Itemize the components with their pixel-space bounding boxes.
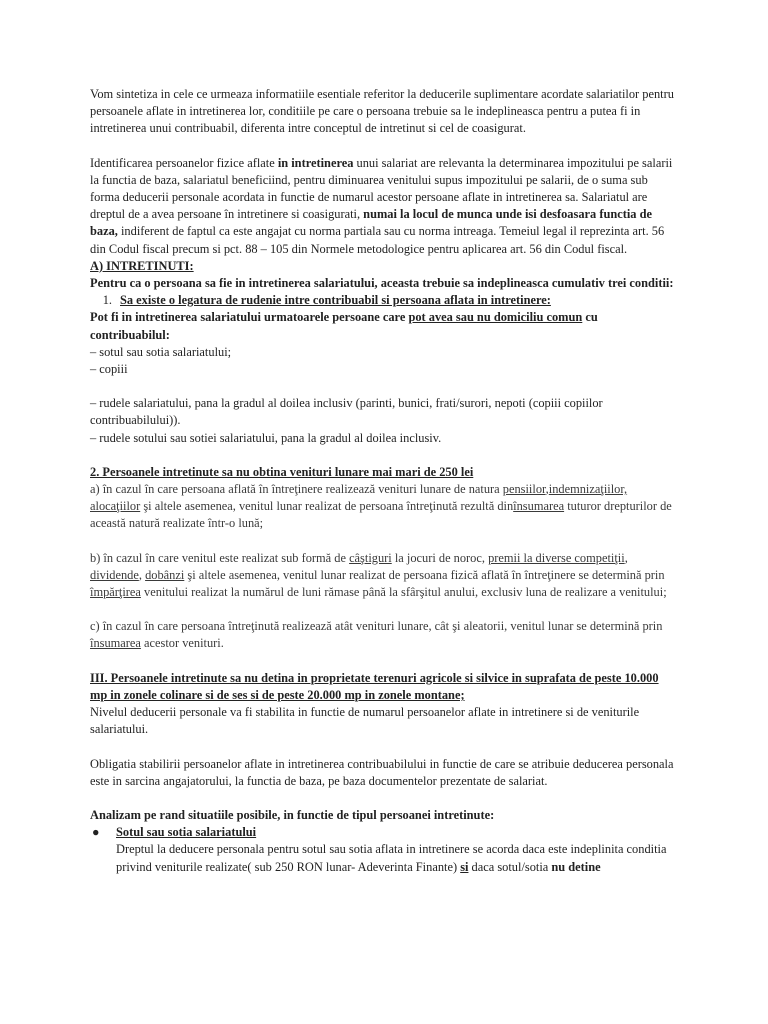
conditions-intro: Pentru ca o persoana sa fie in intretinerea salariatului, aceasta trebuie sa indeplineasca cumulativ trei conditii: [90, 276, 674, 291]
list-item [90, 824, 676, 841]
condition-1 [90, 292, 676, 309]
identification-paragraph: Identificarea persoanelor fizice aflate in intretinerea unui salariat are relevanta la determinarea impozitului pe salarii la functia de baza, salariatul beneficiind, pentru diminuarea venitului supus impozitului pe salarii, de o suma sub forma deducerii personale acordata in functie de numarul acestor persoane aflate in intretinerea sa. Salariatul are dreptul de a avea persoane în intretinere si coasigurati, numai la locul de munca unde isi desfoasara functia de baza, indiferent de faptul ca este angajat cu norma partiala sau cu norma intreaga. Temeiul legal il reprezinta art. 56 din Codul fiscal precum si pct. 88 – 105 din Normele metodologice pentru aplicarea art. 56 din Codul fiscal. [90, 155, 673, 256]
condition-2-title: 2. Persoanele intretinute sa nu obtina venituri lunare mai mari de 250 lei [90, 464, 474, 479]
list-item: – copiii [90, 362, 128, 377]
list-item: – rudele sotului sau sotiei salariatului, pana la gradul al doilea inclusiv. [90, 430, 442, 445]
list-item: – sotul sau sotia salariatului; [90, 344, 232, 359]
condition-1-number: 1. [102, 293, 112, 308]
intro-paragraph: Vom sintetiza in cele ce urmeaza informatiile esentiale referitor la deducerile suplimentare acordate salariatilor pentru persoanele aflate in intretinerea lor, conditiile pe care o persoana trebuie sa le indeplineasca pentru a putea fi in intretinerea unui contribuabil, diferenta intre conceptul de intretinut si cel de coasigurat. [90, 87, 674, 136]
section-a-heading: A) INTRETINUTI: [90, 258, 194, 273]
condition-1-text: Pot fi in intretinerea salariatului urmatoarele persoane care pot avea sau nu domiciliu comun cu contribuabilul: [90, 310, 598, 342]
list-item: – rudele salariatului, pana la gradul al doilea inclusiv (parinti, bunici, frati/surori, nepoti (copiii copiilor contribuabilului)). [90, 396, 603, 428]
bullet-icon: ● [92, 825, 100, 840]
condition-3-title: III. Persoanele intretinute sa nu detina in proprietate terenuri agricole si silvice in suprafata de peste 10.000 mp in zonele colinare si de ses si de peste 20.000 mp in zonele montane; [90, 670, 659, 702]
analysis-heading: Analizam pe rand situatiile posibile, in functie de tipul persoanei intretinute: [90, 807, 495, 822]
spouse-heading: Sotul sau sotia salariatului [116, 825, 257, 840]
employer-obligation-paragraph: Obligatia stabilirii persoanelor aflate in intretinerea contribuabilului in functie de care se atribuie deducerea personala este in sarcina angajatorului, la functia de baza, pe baza documentelor prezentate de salariat. [90, 756, 674, 788]
condition-2-a: a) în cazul în care persoana aflată în întreţinere realizează venituri lunare de natura pensiilor,indemnizaţiilor, alocaţiilor şi altele asemenea, venitul lunar realizat de persoana întreţinută rezultă dinînsumarea tuturor drepturilor de această natură realizate într-o lună; [90, 482, 672, 531]
deduction-level-paragraph: Nivelul deducerii personale va fi stabilita in functie de numarul persoanelor aflate in intretinere si de veniturile salariatului. [90, 705, 640, 737]
spouse-paragraph: Dreptul la deducere personala pentru sotul sau sotia aflata in intretinere se acorda daca este indeplinita conditia privind veniturile realizate( sub 250 RON lunar- Adeverinta Finante) si daca sotul/sotia nu detine [116, 842, 667, 874]
condition-2-c: c) în cazul în care persoana întreţinută realizează atât venituri lunare, cât şi aleatorii, venitul lunar se determină prin însumarea acestor venituri. [90, 619, 663, 651]
document-page [90, 86, 676, 876]
condition-1-title: Sa existe o legatura de rudenie intre contribuabil si persoana aflata in intretinere: [120, 293, 551, 308]
condition-2-b: b) în cazul în care venitul este realizat sub formă de câştiguri la jocuri de noroc, premii la diverse competiţii, dividende, dobânzi şi altele asemenea, venitul lunar realizat de persoana fizică aflată în întreţinere se determină prin împărţirea venitului realizat la numărul de luni rămase până la sfârşitul anului, exclusiv luna de realizare a venitului; [90, 550, 667, 600]
